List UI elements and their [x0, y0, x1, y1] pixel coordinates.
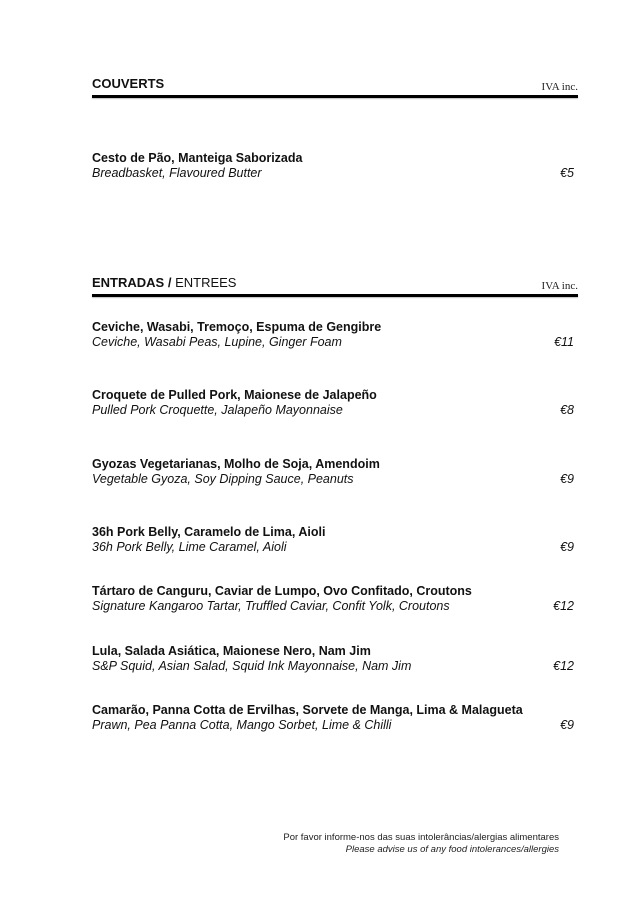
tax-note: IVA inc. [541, 81, 578, 93]
menu-item [92, 644, 574, 676]
section-title [92, 76, 164, 92]
menu-item [92, 703, 574, 735]
item-description: S&P Squid, Asian Salad, Squid Ink Mayonnaise, Nam Jim [92, 659, 412, 673]
section-divider [92, 294, 578, 297]
item-description: 36h Pork Belly, Lime Caramel, Aioli [92, 540, 287, 554]
section-header-entradas [92, 275, 578, 297]
section-divider [92, 95, 578, 98]
menu-item [92, 320, 574, 352]
menu-item [92, 151, 574, 183]
item-name: Ceviche, Wasabi, Tremoço, Espuma de Gengibre [92, 320, 382, 334]
menu-item [92, 525, 574, 557]
item-price: €9 [560, 472, 574, 486]
section-header-couverts [92, 76, 578, 98]
allergy-notice-en: Please advise us of any food intolerances/allergies [345, 844, 559, 855]
item-name: 36h Pork Belly, Caramelo de Lima, Aioli [92, 525, 326, 539]
section-title-bold: COUVERTS [92, 76, 165, 91]
item-name: Croquete de Pulled Pork, Maionese de Jalapeño [92, 388, 377, 402]
item-price: €12 [553, 659, 574, 673]
item-description: Breadbasket, Flavoured Butter [92, 166, 262, 180]
item-description: Pulled Pork Croquette, Jalapeño Mayonnaise [92, 403, 343, 417]
item-description: Prawn, Pea Panna Cotta, Mango Sorbet, Lime & Chilli [92, 718, 392, 732]
section-title-normal: ENTREES [171, 275, 237, 290]
item-name: Cesto de Pão, Manteiga Saborizada [92, 151, 303, 165]
allergy-notice-pt: Por favor informe-nos das suas intolerâncias/alergias alimentares [283, 832, 559, 843]
section-title-bold: ENTRADAS / [92, 275, 172, 290]
item-price: €11 [554, 335, 574, 349]
item-description: Ceviche, Wasabi Peas, Lupine, Ginger Foam [92, 335, 342, 349]
section-title [92, 275, 236, 291]
item-price: €9 [560, 540, 574, 554]
tax-note: IVA inc. [541, 280, 578, 292]
item-name: Lula, Salada Asiática, Maionese Nero, Nam Jim [92, 644, 371, 658]
item-name: Tártaro de Canguru, Caviar de Lumpo, Ovo Confitado, Croutons [92, 584, 472, 598]
allergy-notice [283, 832, 559, 856]
menu-item [92, 584, 574, 616]
menu-item [92, 388, 574, 420]
item-description: Vegetable Gyoza, Soy Dipping Sauce, Peanuts [92, 472, 354, 486]
item-description: Signature Kangaroo Tartar, Truffled Caviar, Confit Yolk, Croutons [92, 599, 450, 613]
item-price: €12 [553, 599, 574, 613]
item-name: Gyozas Vegetarianas, Molho de Soja, Amendoim [92, 457, 380, 471]
item-price: €8 [560, 403, 574, 417]
item-name: Camarão, Panna Cotta de Ervilhas, Sorvete de Manga, Lima & Malagueta [92, 703, 523, 717]
menu-item [92, 457, 574, 489]
item-price: €5 [560, 166, 574, 180]
item-price: €9 [560, 718, 574, 732]
